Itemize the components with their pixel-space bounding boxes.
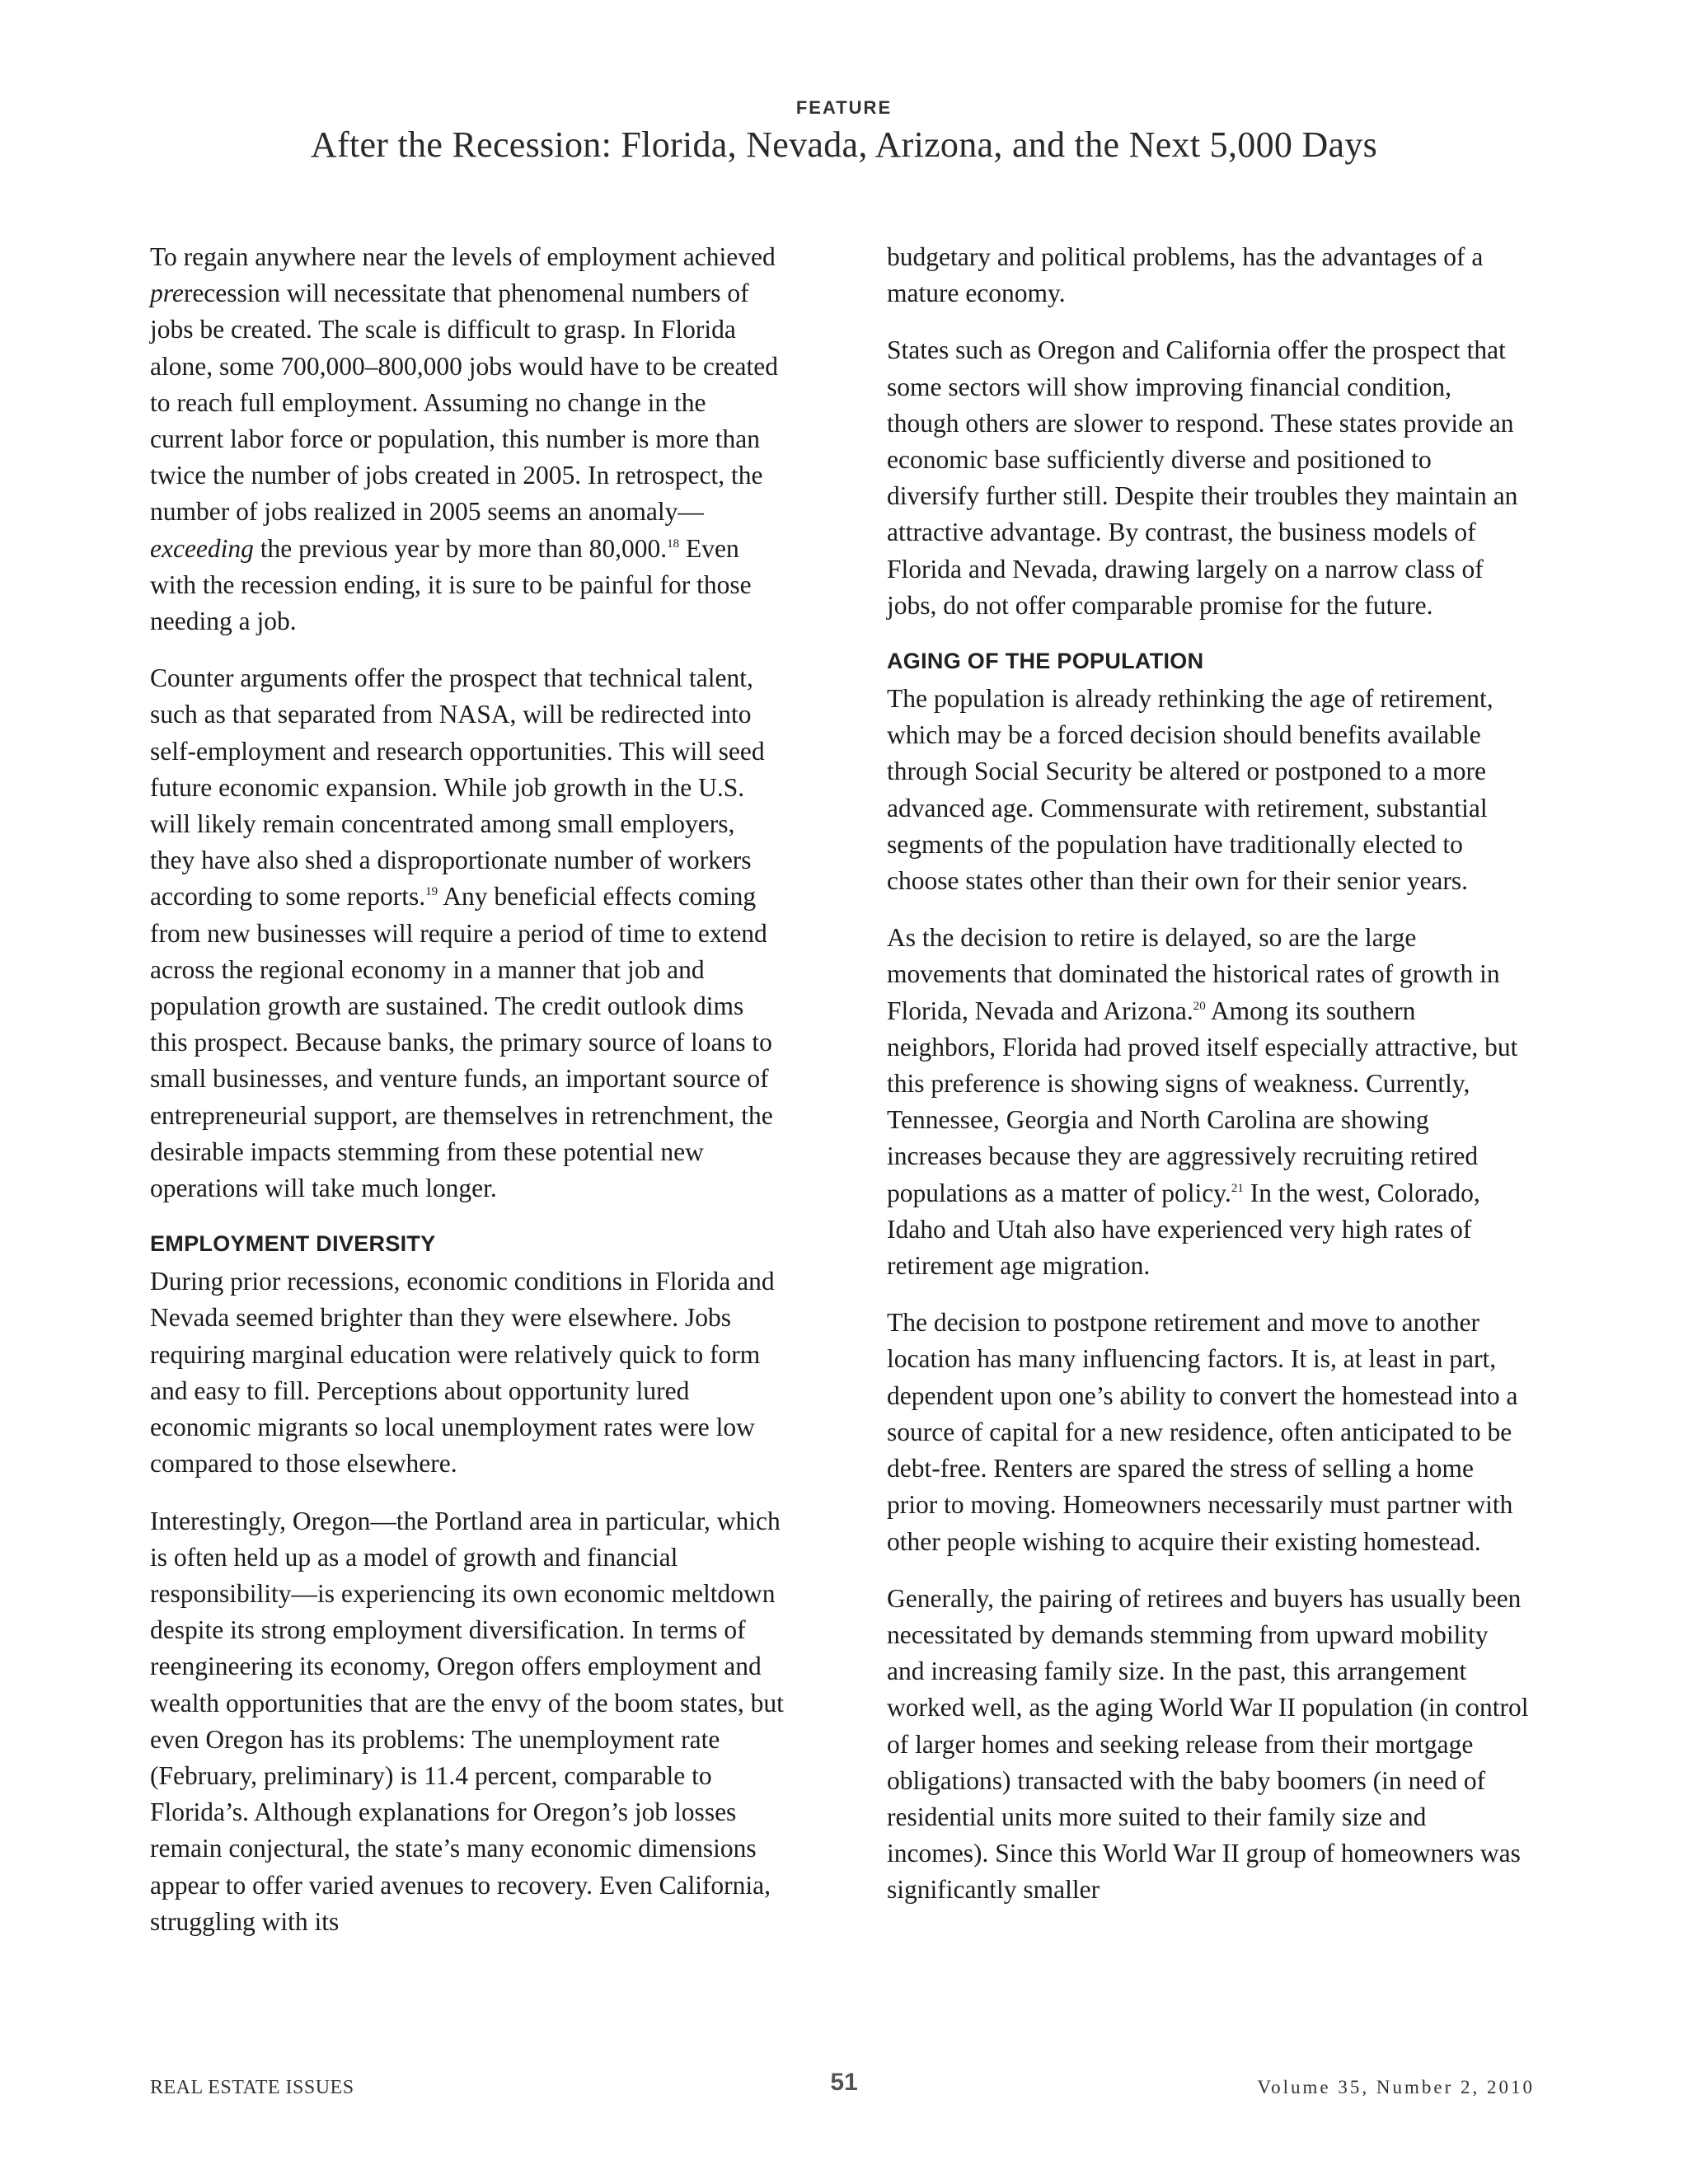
right-column (887, 239, 1530, 1929)
paragraph: budgetary and political problems, has the advantages of a mature economy. (887, 242, 1484, 308)
article-title: After the Recession: Florida, Nevada, Arizona, and the Next 5,000 Days (310, 124, 1378, 165)
footnote-ref: 20 (1193, 999, 1206, 1013)
publication-name: REAL ESTATE ISSUES (150, 2077, 354, 2098)
section-heading: EMPLOYMENT DIVERSITY (150, 1231, 436, 1257)
section-kicker: FEATURE (795, 97, 893, 118)
paragraph: To regain anywhere near the levels of employment achieved prerecession will necessitate that phenomenal numbers of jobs be created. The scale is difficult to grasp. In Florida alone, some 700,000–800,000 jobs would have to be created to reach full employment. Assuming no change in the current labor force or population, this number is more than twice the number of jobs created in 2005. In retrospect, the number of jobs realized in 2005 seems an anomaly—exceeding the previous year by more than 80,000.18 Even with the recession ending, it is sure to be painful for those needing a job. (150, 242, 778, 636)
footnote-ref: 21 (1231, 1181, 1244, 1195)
footnote-ref: 19 (425, 885, 438, 899)
paragraph: As the decision to retire is delayed, so are the large movements that dominated the historical rates of growth in Florida, Nevada and Arizona.$^{20}$ Among its southern neighbors, Florida had proved itself especially attractive, but this preference is showing signs of weakness. Currently, Tennessee, Georgia and North Carolina are showing increases because they are aggressively recruiting retired populations as a matter of policy.$^{21}$ In the west, Colorado, Idaho and Utah also have experienced very high rates of retirement age migration. (887, 923, 1518, 1281)
paragraph: The decision to postpone retirement and move to another location has many influencing factors. It is, at least in part, dependent upon one’s ability to convert the homestead into a source of capital for a new residence, often anticipated to be debt-free. Renters are spared the stress of selling a home prior to moving. Homeowners necessarily must partner with other people wishing to acquire their existing homestead. (887, 1308, 1518, 1556)
paragraph: During prior recessions, economic conditions in Florida and Nevada seemed brighter than they were elsewhere. Jobs requiring marginal education were relatively quick to form and easy to fill. Perceptions about opportunity lured economic migrants so local unemployment rates were low compared to those elsewhere. (150, 1267, 775, 1479)
footnote-ref: 18 (667, 537, 680, 551)
paragraph: States such as Oregon and California offer the prospect that some sectors will show improving financial condition, though others are slower to respond. These states provide an economic base sufficiently diverse and positioned to diversify further still. Despite their troubles they maintain an attractive advantage. By contrast, the business models of Florida and Nevada, drawing largely on a narrow class of jobs, do not offer comparable promise for the future. (887, 335, 1518, 620)
page-number: 51 (830, 2069, 858, 2096)
section-heading: AGING OF THE POPULATION (887, 649, 1204, 674)
paragraph: Generally, the pairing of retirees and buyers has usually been necessitated by demands stemming from upward mobility and increasing family size. In the past, this arrangement worked well, as the aging World War II population (in control of larger homes and seeking release from their mortgage obligations) transacted with the baby boomers (in need of residential units more suited to their family size and incomes). Since this World War II group of homeowners was significantly smaller (887, 1583, 1529, 1905)
paragraph: The population is already rethinking the age of retirement, which may be a forced decision should benefits available through Social Security be altered or postponed to a more advanced age. Commensurate with retirement, substantial segments of the population have traditionally elected to choose states other than their own for their senior years. (887, 684, 1493, 896)
volume-info: Volume 35, Number 2, 2010 (1257, 2077, 1535, 2097)
paragraph: Interestingly, Oregon—the Portland area in particular, which is often held up as a model of growth and financial responsibility—is experiencing its own economic meltdown despite its strong employment diversification. In terms of reengineering its economy, Oregon offers employment and wealth opportunities that are the envy of the boom states, but even Oregon has its problems: The unemployment rate (February, preliminary) is 11.4 percent, comparable to Florida’s. Although explanations for Oregon’s job losses remain conjectural, the state’s many economic dimensions appear to offer varied avenues to recovery. Even California, struggling with its (150, 1506, 784, 1936)
paragraph: Counter arguments offer the prospect that technical talent, such as that separated from NASA, will be redirected into self-employment and research opportunities. This will seed future economic expansion. While job growth in the U.S. will likely remain concentrated among small employers, they have also shed a disproportionate number of workers according to some reports.$^{19}$ Any beneficial effects coming from new businesses will require a period of time to extend across the regional economy in a manner that job and population growth are sustained. The credit outlook dims this prospect. Because banks, the primary source of loans to small businesses, and venture funds, an important source of entrepreneurial support, are themselves in retrenchment, the desirable impacts stemming from these potential new operations will take much longer. (150, 663, 773, 1203)
left-column (150, 239, 785, 1961)
